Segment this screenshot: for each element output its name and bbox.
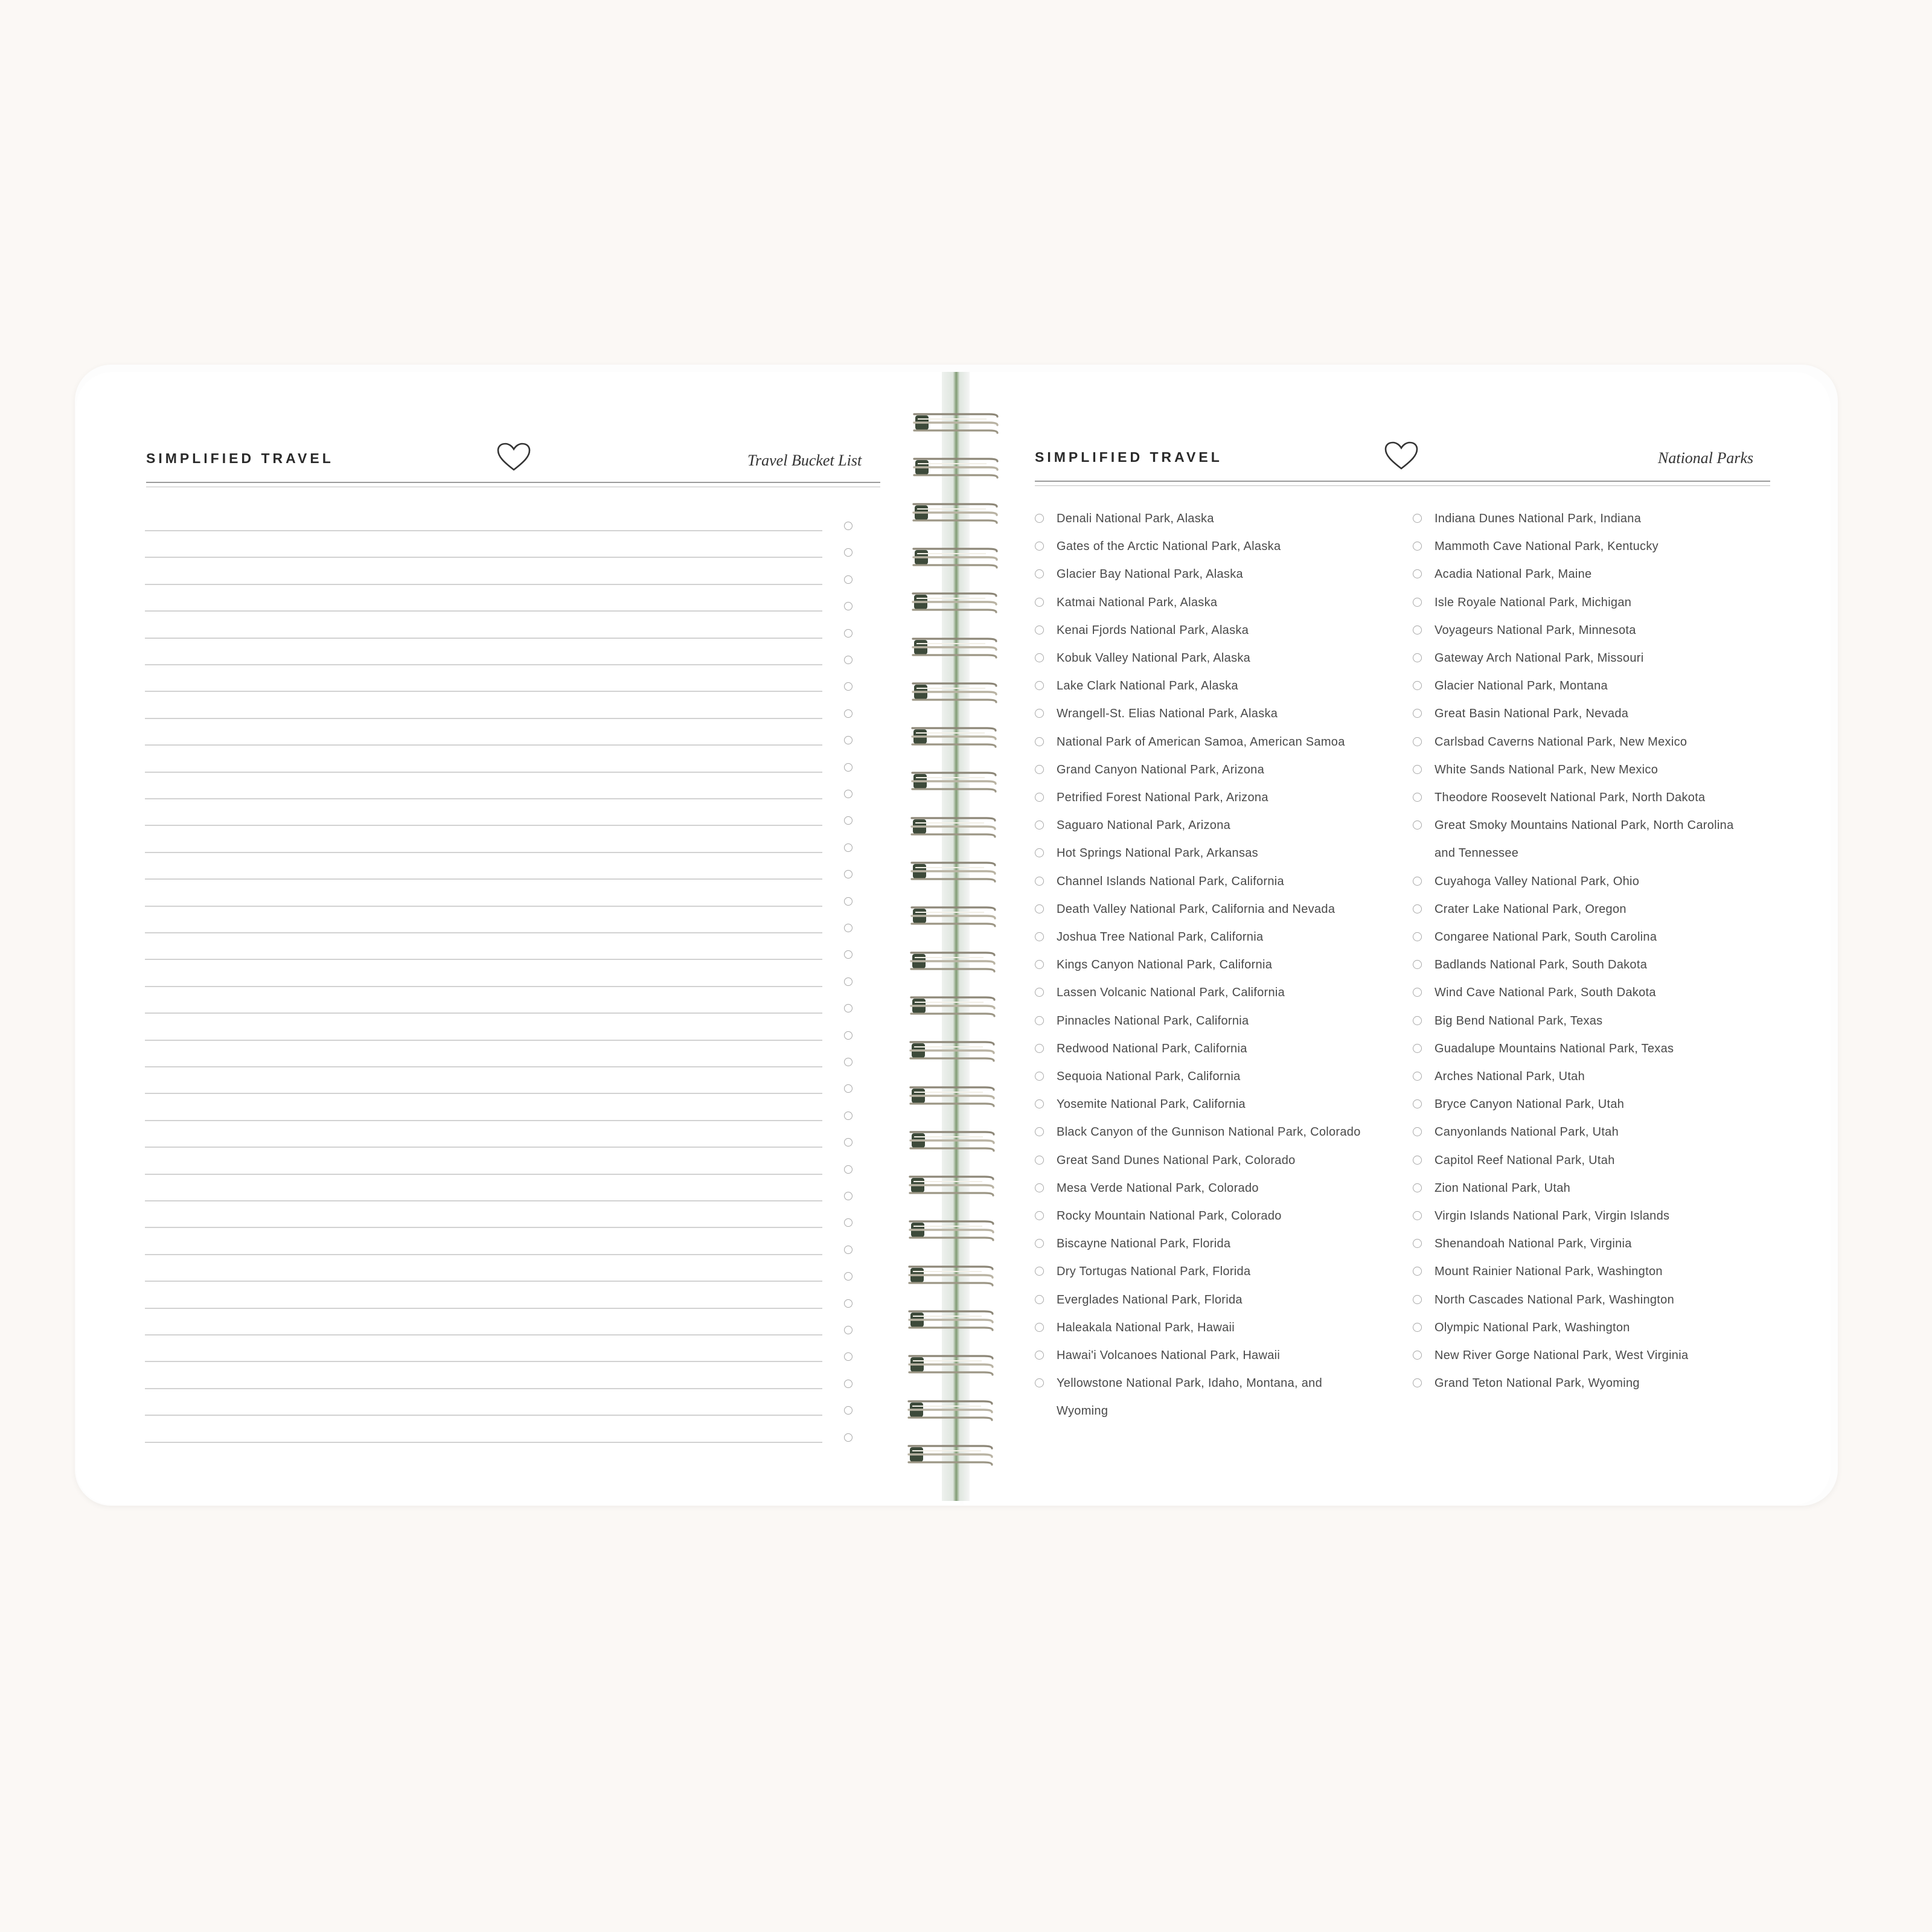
bucket-list-line[interactable] <box>145 1308 822 1309</box>
park-item: Isle Royale National Park, Michigan <box>1435 595 1632 609</box>
park-checkbox[interactable] <box>1035 514 1044 523</box>
bucket-list-line[interactable] <box>145 798 822 799</box>
spiral-ring <box>907 1352 996 1377</box>
park-item: Petrified Forest National Park, Arizona <box>1057 791 1268 804</box>
bucket-list-line[interactable] <box>145 878 822 880</box>
park-item: Capitol Reef National Park, Utah <box>1435 1153 1615 1167</box>
bucket-list-checkbox[interactable] <box>844 1299 852 1308</box>
park-checkbox[interactable] <box>1413 625 1422 635</box>
park-item: Kings Canyon National Park, California <box>1057 958 1273 972</box>
park-checkbox[interactable] <box>1035 793 1044 802</box>
park-checkbox[interactable] <box>1413 598 1422 607</box>
park-item: Dry Tortugas National Park, Florida <box>1057 1265 1251 1279</box>
park-item: Bryce Canyon National Park, Utah <box>1435 1098 1625 1112</box>
park-item: Yellowstone National Park, Idaho, Montana, and <box>1057 1377 1323 1390</box>
park-checkbox[interactable] <box>1413 1351 1422 1360</box>
park-checkbox[interactable] <box>1413 793 1422 802</box>
park-checkbox[interactable] <box>1413 1183 1422 1192</box>
spiral-ring <box>910 680 1000 704</box>
park-checkbox[interactable] <box>1035 625 1044 635</box>
park-checkbox[interactable] <box>1413 1211 1422 1220</box>
park-checkbox[interactable] <box>1035 765 1044 774</box>
park-item: Glacier Bay National Park, Alaska <box>1057 568 1243 581</box>
park-item: Mammoth Cave National Park, Kentucky <box>1435 540 1659 554</box>
park-item-continued: Wyoming <box>1057 1404 1108 1418</box>
bucket-list-checkbox[interactable] <box>844 977 852 986</box>
park-item: Kobuk Valley National Park, Alaska <box>1057 651 1251 665</box>
park-item: Hot Springs National Park, Arkansas <box>1057 846 1258 860</box>
header-rule-thin <box>1035 485 1770 486</box>
bucket-list-line[interactable] <box>145 1012 822 1014</box>
left-brand: SIMPLIFIED TRAVEL <box>146 450 334 466</box>
park-checkbox[interactable] <box>1035 737 1044 746</box>
bucket-list-checkbox[interactable] <box>844 790 852 798</box>
park-item: Grand Canyon National Park, Arizona <box>1057 763 1265 776</box>
bucket-list-checkbox[interactable] <box>844 1031 852 1040</box>
park-item: National Park of American Samoa, American Samoa <box>1057 735 1345 749</box>
spiral-ring <box>910 590 1000 614</box>
park-checkbox[interactable] <box>1413 1016 1422 1025</box>
spiral-ring <box>907 1218 997 1242</box>
park-checkbox[interactable] <box>1035 1044 1044 1053</box>
bucket-list-line[interactable] <box>145 772 822 773</box>
bucket-list-checkbox[interactable] <box>844 1246 852 1254</box>
bucket-list-line[interactable] <box>145 852 822 853</box>
bucket-list-line[interactable] <box>145 1066 822 1067</box>
header-rule <box>146 482 880 483</box>
park-item: Black Canyon of the Gunnison National Park, Colorado <box>1057 1125 1361 1139</box>
bucket-list-line[interactable] <box>145 825 822 826</box>
park-item: Denali National Park, Alaska <box>1057 512 1214 525</box>
park-item-continued: and Tennessee <box>1435 846 1519 860</box>
bucket-list-line[interactable] <box>145 932 822 933</box>
spiral-ring <box>911 545 1000 569</box>
park-item: Redwood National Park, California <box>1057 1041 1247 1055</box>
park-item: Saguaro National Park, Arizona <box>1057 819 1231 833</box>
park-item: Lake Clark National Park, Alaska <box>1057 679 1238 693</box>
park-item: Katmai National Park, Alaska <box>1057 595 1218 609</box>
park-item: Gateway Arch National Park, Missouri <box>1435 651 1644 665</box>
park-checkbox[interactable] <box>1413 653 1422 662</box>
header-rule <box>1035 481 1770 482</box>
bucket-list-line[interactable] <box>145 1281 822 1282</box>
park-checkbox[interactable] <box>1035 1156 1044 1165</box>
bucket-list-checkbox[interactable] <box>844 1192 852 1200</box>
spiral-ring <box>910 724 999 749</box>
park-item: White Sands National Park, New Mexico <box>1435 763 1659 776</box>
bucket-list-checkbox[interactable] <box>844 1326 852 1334</box>
park-item: Everglades National Park, Florida <box>1057 1293 1243 1307</box>
bucket-list-line[interactable] <box>145 744 822 746</box>
park-checkbox[interactable] <box>1413 737 1422 746</box>
spiral-ring <box>908 1084 997 1108</box>
bucket-list-checkbox[interactable] <box>844 629 852 638</box>
spiral-ring <box>908 1038 997 1063</box>
spiral-ring <box>907 1308 996 1332</box>
park-item: Big Bend National Park, Texas <box>1435 1014 1603 1028</box>
park-item: Yosemite National Park, California <box>1057 1098 1246 1112</box>
park-item: Kenai Fjords National Park, Alaska <box>1057 623 1249 637</box>
park-checkbox[interactable] <box>1413 932 1422 941</box>
park-item: Wind Cave National Park, South Dakota <box>1435 986 1656 1000</box>
park-item: Channel Islands National Park, California <box>1057 874 1284 888</box>
park-item: Arches National Park, Utah <box>1435 1070 1585 1083</box>
park-item: Great Basin National Park, Nevada <box>1435 707 1629 721</box>
park-item: Mesa Verde National Park, Colorado <box>1057 1181 1259 1195</box>
park-checkbox[interactable] <box>1413 1072 1422 1081</box>
bucket-list-line[interactable] <box>145 1227 822 1228</box>
bucket-list-line[interactable] <box>145 691 822 692</box>
park-item: Congaree National Park, South Carolina <box>1435 930 1657 944</box>
park-item: Carlsbad Caverns National Park, New Mexico <box>1435 735 1687 749</box>
bucket-list-line[interactable] <box>145 1254 822 1255</box>
park-item: Cuyahoga Valley National Park, Ohio <box>1435 874 1640 888</box>
park-item: Joshua Tree National Park, California <box>1057 930 1264 944</box>
park-item: Badlands National Park, South Dakota <box>1435 958 1648 972</box>
park-item: North Cascades National Park, Washington <box>1435 1293 1674 1307</box>
bucket-list-checkbox[interactable] <box>844 924 852 932</box>
bucket-list-line[interactable] <box>145 1361 822 1362</box>
park-checkbox[interactable] <box>1035 1016 1044 1025</box>
park-item: Wrangell-St. Elias National Park, Alaska <box>1057 707 1278 721</box>
bucket-list-line[interactable] <box>145 1200 822 1201</box>
bucket-list-line[interactable] <box>145 906 822 907</box>
park-item: Grand Teton National Park, Wyoming <box>1435 1377 1640 1390</box>
park-checkbox[interactable] <box>1035 877 1044 886</box>
spiral-ring <box>907 1263 996 1287</box>
park-checkbox[interactable] <box>1035 932 1044 941</box>
bucket-list-checkbox[interactable] <box>844 1380 852 1388</box>
spiral-ring <box>909 949 998 973</box>
park-item: Zion National Park, Utah <box>1435 1181 1571 1195</box>
bucket-list-line[interactable] <box>145 557 822 558</box>
spiral-ring <box>909 904 999 928</box>
park-checkbox[interactable] <box>1413 765 1422 774</box>
park-item: Pinnacles National Park, California <box>1057 1014 1249 1028</box>
bucket-list-checkbox[interactable] <box>844 522 852 530</box>
park-item: Voyageurs National Park, Minnesota <box>1435 623 1636 637</box>
bucket-list-line[interactable] <box>145 959 822 960</box>
park-item: Virgin Islands National Park, Virgin Islands <box>1435 1209 1670 1223</box>
spiral-ring <box>911 501 1000 525</box>
spiral-ring <box>906 1442 996 1467</box>
bucket-list-checkbox[interactable] <box>844 1058 852 1066</box>
park-item: Great Smoky Mountains National Park, North Carolina <box>1435 819 1734 833</box>
bucket-list-line[interactable] <box>145 1147 822 1148</box>
park-item: Biscayne National Park, Florida <box>1057 1237 1231 1251</box>
park-checkbox[interactable] <box>1035 653 1044 662</box>
park-checkbox[interactable] <box>1035 904 1044 913</box>
bucket-list-line[interactable] <box>145 610 822 612</box>
park-item: Haleakala National Park, Hawaii <box>1057 1320 1235 1334</box>
park-checkbox[interactable] <box>1035 1183 1044 1192</box>
bucket-list-line[interactable] <box>145 584 822 585</box>
park-checkbox[interactable] <box>1413 1295 1422 1304</box>
spiral-ring <box>910 635 1000 659</box>
park-item: Mount Rainier National Park, Washington <box>1435 1265 1663 1279</box>
park-checkbox[interactable] <box>1413 1044 1422 1053</box>
bucket-list-line[interactable] <box>145 664 822 665</box>
bucket-list-checkbox[interactable] <box>844 1112 852 1120</box>
park-item: Rocky Mountain National Park, Colorado <box>1057 1209 1282 1223</box>
park-item: Hawai'i Volcanoes National Park, Hawaii <box>1057 1349 1281 1362</box>
bucket-list-line[interactable] <box>145 1120 822 1121</box>
park-item: Sequoia National Park, California <box>1057 1070 1241 1083</box>
park-checkbox[interactable] <box>1413 1323 1422 1332</box>
park-checkbox[interactable] <box>1035 1211 1044 1220</box>
bucket-list-line[interactable] <box>145 986 822 987</box>
park-checkbox[interactable] <box>1035 1323 1044 1332</box>
bucket-list-checkbox[interactable] <box>844 709 852 718</box>
bucket-list-line[interactable] <box>145 718 822 719</box>
park-checkbox[interactable] <box>1035 1295 1044 1304</box>
park-item: Lassen Volcanic National Park, California <box>1057 986 1285 1000</box>
park-item: Glacier National Park, Montana <box>1435 679 1608 693</box>
right-section-title: National Parks <box>1658 449 1754 467</box>
park-checkbox[interactable] <box>1035 1072 1044 1081</box>
spiral-ring <box>912 411 1001 435</box>
spiral-ring <box>909 859 999 883</box>
bucket-list-line[interactable] <box>145 1040 822 1041</box>
park-checkbox[interactable] <box>1035 1351 1044 1360</box>
bucket-list-checkbox[interactable] <box>844 897 852 906</box>
bucket-list-checkbox[interactable] <box>844 763 852 772</box>
spiral-ring <box>907 1173 997 1197</box>
spiral-ring <box>910 769 999 793</box>
spiral-ring <box>912 455 1001 479</box>
park-item: Indiana Dunes National Park, Indiana <box>1435 512 1642 525</box>
park-checkbox[interactable] <box>1035 598 1044 607</box>
park-item: Gates of the Arctic National Park, Alaska <box>1057 540 1281 554</box>
park-item: Shenandoah National Park, Virginia <box>1435 1237 1632 1251</box>
right-brand: SIMPLIFIED TRAVEL <box>1035 449 1223 465</box>
park-checkbox[interactable] <box>1413 514 1422 523</box>
park-checkbox[interactable] <box>1413 1156 1422 1165</box>
park-checkbox[interactable] <box>1413 877 1422 886</box>
park-item: Theodore Roosevelt National Park, North Dakota <box>1435 791 1706 804</box>
park-item: Canyonlands National Park, Utah <box>1435 1125 1619 1139</box>
park-item: Guadalupe Mountains National Park, Texas <box>1435 1041 1674 1055</box>
bucket-list-checkbox[interactable] <box>844 1433 852 1442</box>
bucket-list-line[interactable] <box>145 530 822 531</box>
bucket-list-line[interactable] <box>145 1334 822 1335</box>
park-item: Crater Lake National Park, Oregon <box>1435 902 1627 916</box>
bucket-list-line[interactable] <box>145 1388 822 1389</box>
spiral-ring <box>909 814 999 839</box>
spiral-ring <box>909 994 998 1018</box>
spiral-ring <box>908 1128 997 1153</box>
left-section-title: Travel Bucket List <box>747 452 862 469</box>
park-item: Olympic National Park, Washington <box>1435 1320 1630 1334</box>
park-checkbox[interactable] <box>1413 904 1422 913</box>
bucket-list-checkbox[interactable] <box>844 575 852 584</box>
park-item: Acadia National Park, Maine <box>1435 568 1592 581</box>
bucket-list-line[interactable] <box>145 638 822 639</box>
spiral-ring <box>906 1398 996 1422</box>
heart-icon <box>496 442 531 472</box>
park-item: Death Valley National Park, California and Nevada <box>1057 902 1335 916</box>
bucket-list-line[interactable] <box>145 1415 822 1416</box>
bucket-list-line[interactable] <box>145 1442 822 1443</box>
bucket-list-checkbox[interactable] <box>844 843 852 852</box>
bucket-list-checkbox[interactable] <box>844 656 852 664</box>
bucket-list-checkbox[interactable] <box>844 1165 852 1174</box>
park-item: Great Sand Dunes National Park, Colorado <box>1057 1153 1296 1167</box>
bucket-list-line[interactable] <box>145 1093 822 1094</box>
heart-icon <box>1384 441 1419 471</box>
bucket-list-line[interactable] <box>145 1174 822 1175</box>
park-item: New River Gorge National Park, West Virginia <box>1435 1349 1689 1362</box>
